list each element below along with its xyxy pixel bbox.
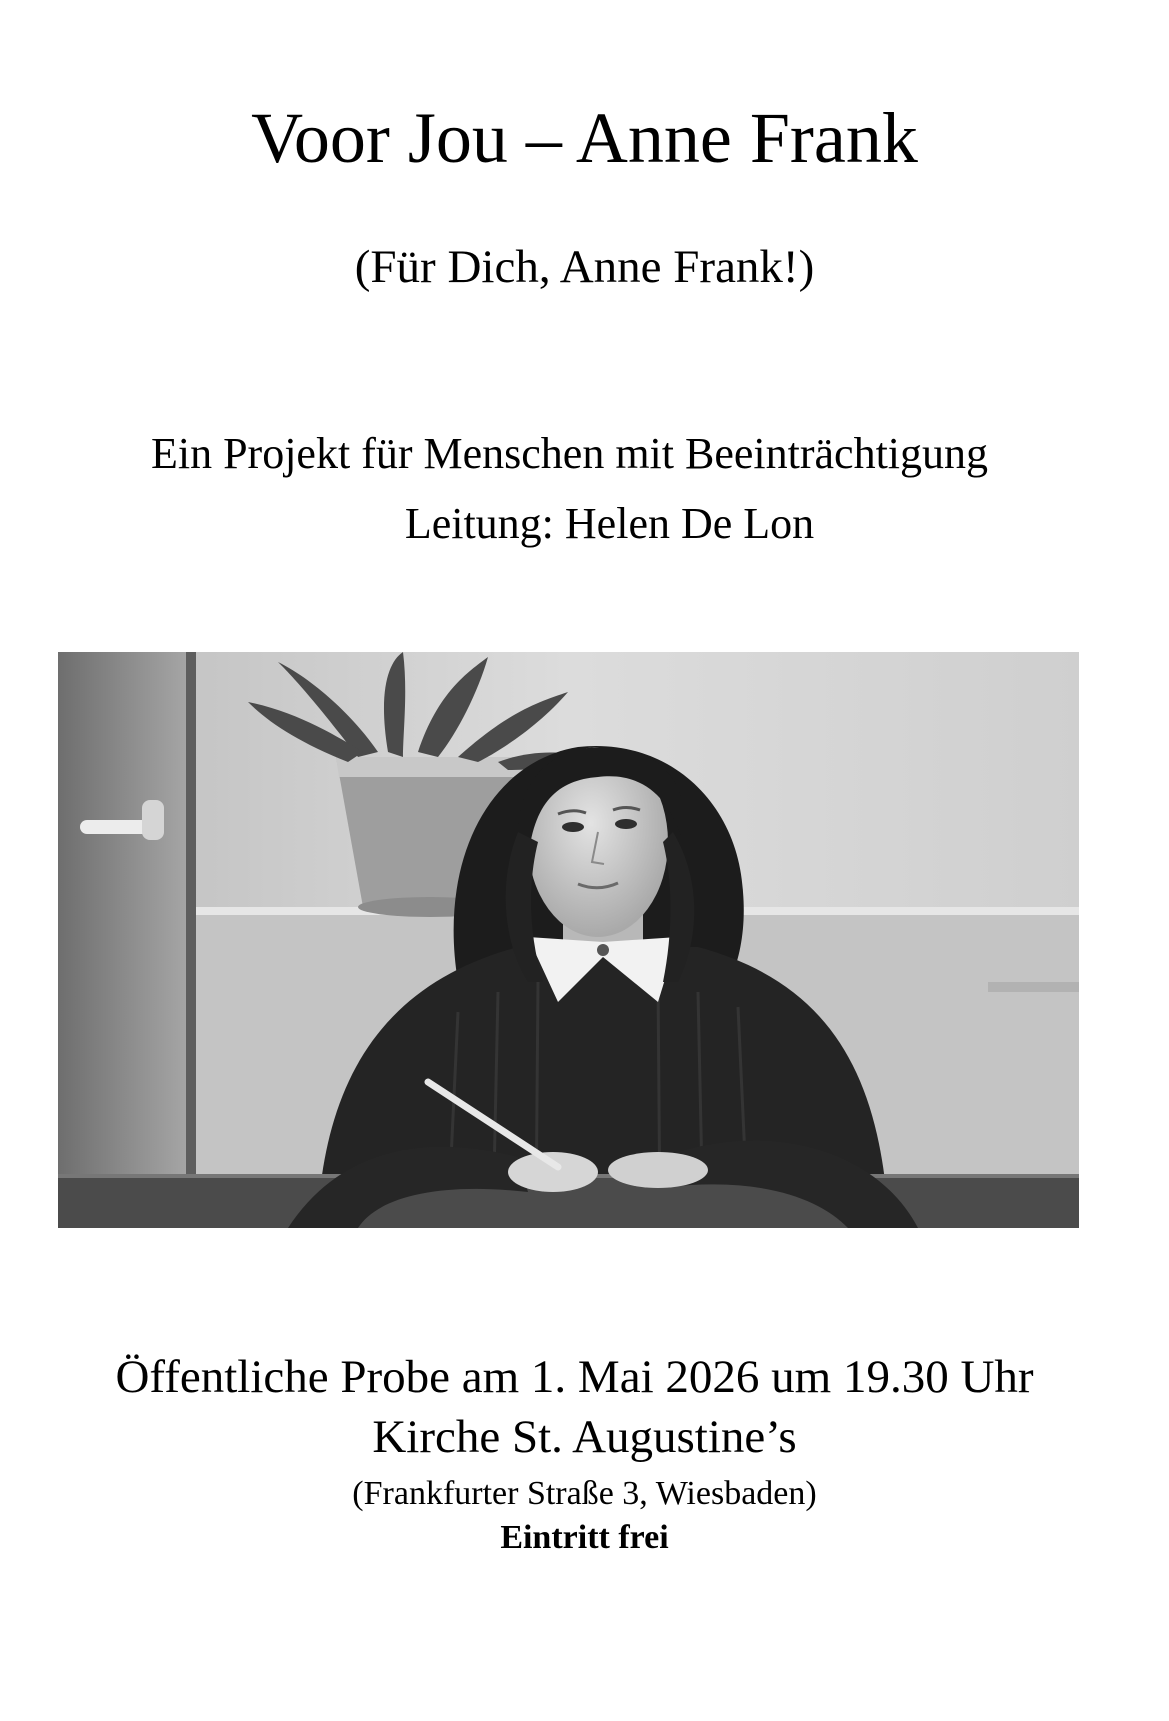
entry-fee: Eintritt frei <box>500 1519 669 1556</box>
project-description: Ein Projekt für Menschen mit Beeinträchtigung <box>150 429 989 478</box>
poster-title: Voor Jou – Anne Frank <box>251 98 918 178</box>
event-date-time: Öffentliche Probe am 1. Mai 2026 um 19.30 Uhr <box>115 1351 1034 1403</box>
portrait-photo <box>58 652 1079 1228</box>
project-leader: Leitung: Helen De Lon <box>404 499 815 548</box>
poster-subtitle: (Für Dich, Anne Frank!) <box>354 241 815 293</box>
event-venue: Kirche St. Augustine’s <box>372 1411 797 1463</box>
event-address: (Frankfurter Straße 3, Wiesbaden) <box>352 1475 817 1512</box>
